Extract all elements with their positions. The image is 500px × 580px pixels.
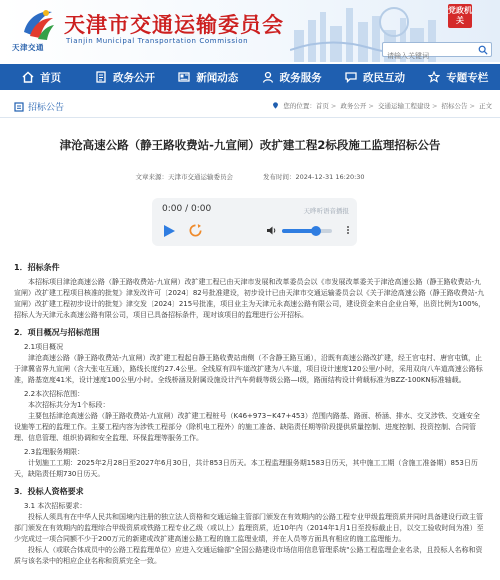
paragraph: 投标人须具有在中华人民共和国境内注册的独立法人资格和交通运输主管部门颁发在有效期内的公路工程专业甲级监理资质并同时具备建设行政主管部门颁发在有效期内的监理综合甲级资质或铁路工程专业乙级（或以上）监理资质，近10年内（2014年1月1日至投标截止日，以交工验收时间为准）至少完成过一项合同额不少于200万元的新建或改扩建高速公路工程的施工监理业绩，并在人员等方面具有相应的施工监理能力。 [14,513,484,543]
breadcrumb-gov-affairs[interactable]: 政务公开 [340,102,367,110]
tianjin-transport-logo[interactable] [20,6,56,42]
star-icon [428,71,440,83]
section-heading [14,100,64,113]
main-nav [0,64,500,90]
section-heading-label: 招标公告 [28,103,65,113]
site-title: 天津市交通运输委员会 [64,12,284,37]
player-brand: 天晔听语音播报 [303,207,349,215]
nav-item-interaction[interactable] [333,64,416,90]
more-options-icon[interactable] [343,225,353,235]
nav-label: 政务服务 [279,71,322,84]
loop-icon[interactable] [188,223,203,238]
article-title: 津沧高速公路（静王路收费站-九宣闸）改扩建工程2标段施工监理招标公告 [59,138,441,152]
breadcrumb-construction[interactable]: 交通运输工程建设 [377,102,430,110]
article-body [14,262,486,567]
document-icon [95,71,107,83]
subheading: 2.3监理服务期限： [24,448,85,456]
logo-caption: 天津交通 [12,43,44,52]
site-header [0,0,500,62]
location-pin-icon [272,102,279,109]
article-source: 文章来源：天津市交通运输委员会 [135,173,233,181]
nav-item-news[interactable] [167,64,250,90]
home-icon [22,71,34,83]
breadcrumb-current: 正文 [479,102,492,110]
subheading: 2.2本次招标范围： [24,390,85,398]
news-icon [178,71,190,83]
volume-knob[interactable] [311,226,321,236]
party-government-seal[interactable]: 党政机关 [448,4,472,28]
breadcrumb-bid-notice[interactable]: 招标公告 [441,102,468,110]
search-input[interactable] [383,50,475,63]
paragraph: 投标人（或联合体成员中的公路工程监理单位）应进入交通运输部"全国公路建设市场信用信息管理系统"公路工程监理企业名录，且投标人名称和资质与该名录中的相应企业名称和资质完全一致。 [14,546,483,565]
subheading: 3.1 本次招标要求： [24,502,87,510]
search-icon[interactable] [478,45,488,55]
paragraph: 津沧高速公路（静王路收费站-九宣闸）改扩建工程起自静王路收费站南侧（不含静王路互通），沿既有高速公路改扩建，经王官屯村、唐官屯镇，止于津冀省界九宣闸（含大张屯互通），路线长度约27.4公里。全线原有四车道改扩建为八车道，项目设计速度120公里/小时，采用双向八车道高速公路标准，路基宽度41米，设计速度100公里/小时。全线桥涵及附属设施设计汽车荷载等级公路—I级，路面结构设计荷载标准为BZZ-100KN标准轴载。 [14,354,483,384]
nav-label: 政民互动 [362,71,405,84]
service-icon [262,71,274,83]
breadcrumb: 您的位置：首页 > 政务公开 > 交通运输工程建设 > 招标公告 > 正文 [272,101,492,110]
list-icon [14,102,24,112]
search-box [382,42,492,57]
paragraph: 本次招标共分为1个标段： [28,401,110,409]
site-title-en: Tianjin Municipal Transportation Commission [66,37,249,45]
volume-slider[interactable] [282,229,332,233]
section-heading-2: 2．项目概况与招标范围 [14,328,100,337]
section-heading-1: 1．招标条件 [14,263,60,272]
audio-player [152,198,357,246]
subheading: 2.1项目概况 [24,343,64,351]
paragraph: 计划施工工期：2025年2月28日至2027年6月30日，共计853日历天。本工程监理服务期1583日历天，其中施工工期（含施工准备期）853日历天，缺陷责任期730日历天。 [14,459,478,478]
article-meta [0,172,500,181]
volume-icon[interactable] [266,225,277,236]
nav-item-home[interactable] [0,64,83,90]
breadcrumb-home[interactable]: 您的位置：首页 [283,102,329,110]
nav-label: 新闻动态 [196,71,239,84]
chat-icon [345,71,357,83]
nav-item-special-topics[interactable] [417,64,500,90]
section-heading-3: 3．投标人资格要求 [14,487,84,496]
article-date: 发布时间：2024-12-31 16:20:30 [263,173,365,181]
breadcrumb-bar [0,96,500,118]
nav-label: 政务公开 [112,71,155,84]
nav-label: 专题专栏 [446,71,489,84]
nav-item-gov-affairs[interactable] [83,64,166,90]
player-time: 0:00 / 0:00 [162,204,212,214]
paragraph: 本招标项目津沧高速公路（静王路收费站-九宣闸）改扩建工程已由天津市发展和改革委员会以《市发展改革委关于津沧高速公路（静王路收费站-九宣闸）改扩建工程项目核准的批复》津发改许可〔2024〕82号批准建设，初步设计已由天津市交通运输委员会以《关于津沧高速公路（静王路收费站-九宣闸）改扩建工程初步设计的批复》津交发〔2024〕215号批准，项目业主为天津元永高速公路有限公司，建设资金来自企业自筹，出资比例为100%，招标人为天津元永高速公路有限公司，项目已具备招标条件，现对该项目的监理进行公开招标。 [14,278,486,319]
play-icon[interactable] [162,224,176,238]
nav-label: 首页 [40,71,62,84]
paragraph: 主要包括津沧高速公路（静王路收费站-九宣闸）改扩建工程桩号（K46+973~K47+453）范围内路基、路面、桥涵、排水、交叉涉铁、交通安全设施等工程的监理工作。主要工程内容为涉铁工程部分（除机电工程外）的施工准备、缺陷责任期等阶段提供质量控制、进度控制、投资控制、合同管理、信息管理、组织协调和安全监理、环保监理等服务工作。 [14,412,480,442]
nav-item-gov-service[interactable] [250,64,333,90]
